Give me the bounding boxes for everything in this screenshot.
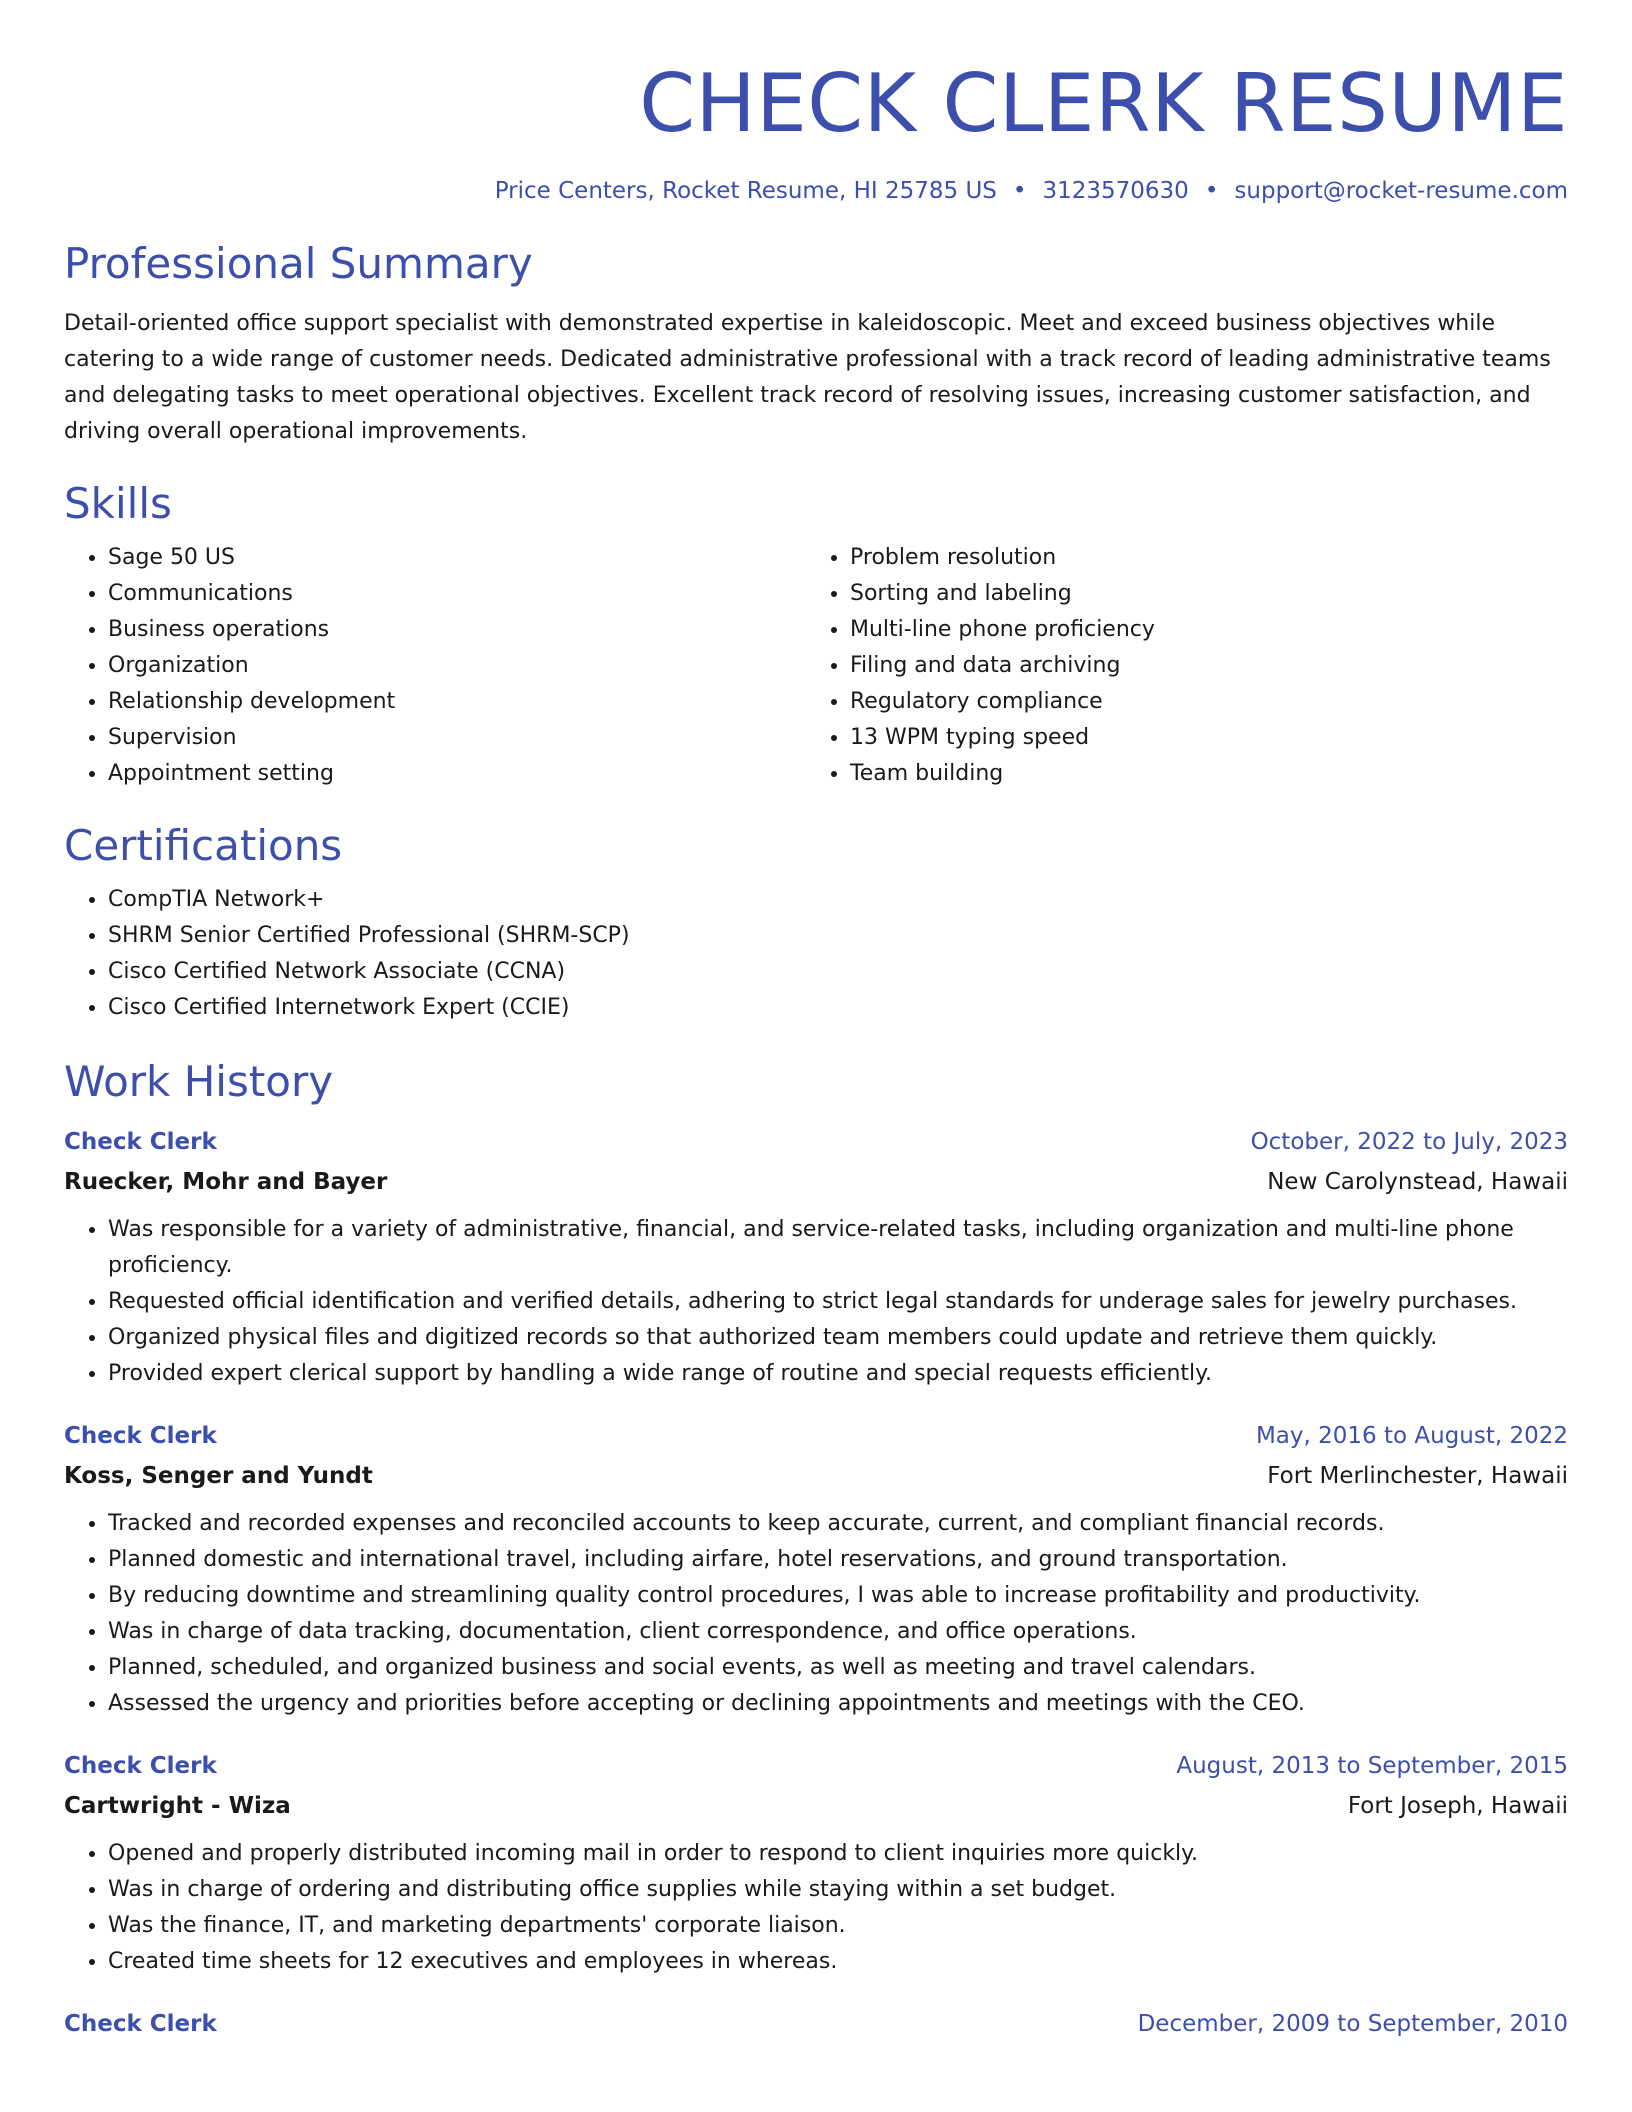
skill-item: • Filing and data archiving	[850, 648, 1548, 684]
certification-item: • CompTIA Network+	[108, 882, 1568, 918]
job-bullet: • Was in charge of ordering and distributing office supplies while staying within a set budget.	[108, 1872, 1568, 1908]
job-bullet: • Was in charge of data tracking, documentation, client correspondence, and office operations.	[108, 1614, 1568, 1650]
contact-email: support@rocket-resume.com	[1234, 178, 1568, 204]
job-entry	[64, 1746, 1568, 1980]
skill-item: • Sorting and labeling	[850, 576, 1548, 612]
contact-phone: 3123570630	[1042, 178, 1189, 204]
job-bullet: • Tracked and recorded expenses and reconciled accounts to keep accurate, current, and compliant financial records.	[108, 1506, 1568, 1542]
skill-item: • Organization	[108, 648, 806, 684]
skill-item: • Regulatory compliance	[850, 684, 1548, 720]
skill-item: • Team building	[850, 756, 1548, 792]
job-bullets	[64, 1212, 1568, 1392]
job-dates: May, 2016 to August, 2022	[1255, 1423, 1568, 1449]
job-bullet: • Was responsible for a variety of administrative, financial, and service-related tasks, including organization and multi-line phone proficiency.	[108, 1212, 1568, 1284]
job-bullet: • Was the finance, IT, and marketing departments' corporate liaison.	[108, 1908, 1568, 1944]
job-bullet: • Opened and properly distributed incoming mail in order to respond to client inquiries more quickly.	[108, 1836, 1568, 1872]
job-entry	[64, 2004, 1568, 2044]
skill-item: • Business operations	[108, 612, 806, 648]
job-bullet: • By reducing downtime and streamlining quality control procedures, I was able to increase profitability and productivity.	[108, 1578, 1568, 1614]
resume-title: CHECK CLERK RESUME	[639, 57, 1568, 150]
job-location: Fort Merlinchester, Hawaii	[1267, 1463, 1568, 1489]
job-location: Fort Joseph, Hawaii	[1347, 1793, 1568, 1819]
job-header-row	[64, 2004, 1568, 2044]
job-entry	[64, 1122, 1568, 1392]
certifications-heading: Certifications	[64, 821, 343, 870]
skill-item: • Supervision	[108, 720, 806, 756]
summary-heading: Professional Summary	[64, 239, 533, 288]
skill-item: • Appointment setting	[108, 756, 806, 792]
job-title: Check Clerk	[64, 1129, 217, 1155]
job-dates: August, 2013 to September, 2015	[1176, 1753, 1568, 1779]
job-company: Koss, Senger and Yundt	[64, 1463, 373, 1489]
job-bullet: • Created time sheets for 12 executives and employees in whereas.	[108, 1944, 1568, 1980]
skills-column-right	[806, 540, 1548, 792]
certification-item: • SHRM Senior Certified Professional (SHRM-SCP)	[108, 918, 1568, 954]
job-bullets	[64, 1506, 1568, 1722]
job-title: Check Clerk	[64, 1753, 217, 1779]
certification-item: • Cisco Certified Network Associate (CCNA)	[108, 954, 1568, 990]
job-bullet: • Planned, scheduled, and organized business and social events, as well as meeting and travel calendars.	[108, 1650, 1568, 1686]
contact-separator: •	[1204, 178, 1219, 204]
skills-list-left	[64, 540, 806, 792]
job-header-row	[64, 1746, 1568, 1786]
skills-list-right	[806, 540, 1548, 792]
job-title: Check Clerk	[64, 1423, 217, 1449]
skill-item: • Relationship development	[108, 684, 806, 720]
resume-page	[64, 0, 1568, 2044]
job-company-row	[64, 1162, 1568, 1202]
job-bullet: • Requested official identification and verified details, adhering to strict legal standards for underage sales for jewelry purchases.	[108, 1284, 1568, 1320]
job-dates: October, 2022 to July, 2023	[1250, 1129, 1568, 1155]
skills-heading: Skills	[64, 479, 172, 528]
job-bullet: • Planned domestic and international travel, including airfare, hotel reservations, and ground transportation.	[108, 1542, 1568, 1578]
certifications-list	[64, 882, 1568, 1026]
contact-line	[64, 178, 1568, 204]
job-company: Ruecker, Mohr and Bayer	[64, 1169, 388, 1195]
skills-column-left	[64, 540, 806, 792]
job-entry	[64, 1416, 1568, 1722]
skill-item: • Problem resolution	[850, 540, 1548, 576]
work-history-heading: Work History	[64, 1057, 334, 1106]
job-company-row	[64, 1786, 1568, 1826]
job-company-row	[64, 1456, 1568, 1496]
skill-item: • Sage 50 US	[108, 540, 806, 576]
job-title: Check Clerk	[64, 2011, 217, 2037]
job-header-row	[64, 1122, 1568, 1162]
skill-item: • Multi-line phone proficiency	[850, 612, 1548, 648]
job-header-row	[64, 1416, 1568, 1456]
job-bullet: • Organized physical files and digitized records so that authorized team members could update and retrieve them quickly.	[108, 1320, 1568, 1356]
job-bullets	[64, 1836, 1568, 1980]
job-dates: December, 2009 to September, 2010	[1137, 2011, 1568, 2037]
skill-item: • Communications	[108, 576, 806, 612]
summary-text: Detail-oriented office support specialist with demonstrated expertise in kaleidoscopic. Meet and exceed business objectives while catering to a wide range of customer needs. Dedicated administrative professional with a track record of leading administrative teams and delegating tasks to meet operational objectives. Excellent track record of resolving issues, increasing customer satisfaction, and driving overall operational improvements.	[64, 311, 1551, 444]
job-company: Cartwright - Wiza	[64, 1793, 291, 1819]
job-bullet: • Assessed the urgency and priorities before accepting or declining appointments and meetings with the CEO.	[108, 1686, 1568, 1722]
skill-item: • 13 WPM typing speed	[850, 720, 1548, 756]
contact-separator: •	[1012, 178, 1027, 204]
skills-columns	[64, 540, 1568, 792]
contact-address: Price Centers, Rocket Resume, HI 25785 US	[494, 178, 997, 204]
job-bullet: • Provided expert clerical support by handling a wide range of routine and special requests efficiently.	[108, 1356, 1568, 1392]
job-location: New Carolynstead, Hawaii	[1267, 1169, 1568, 1195]
certification-item: • Cisco Certified Internetwork Expert (CCIE)	[108, 990, 1568, 1026]
